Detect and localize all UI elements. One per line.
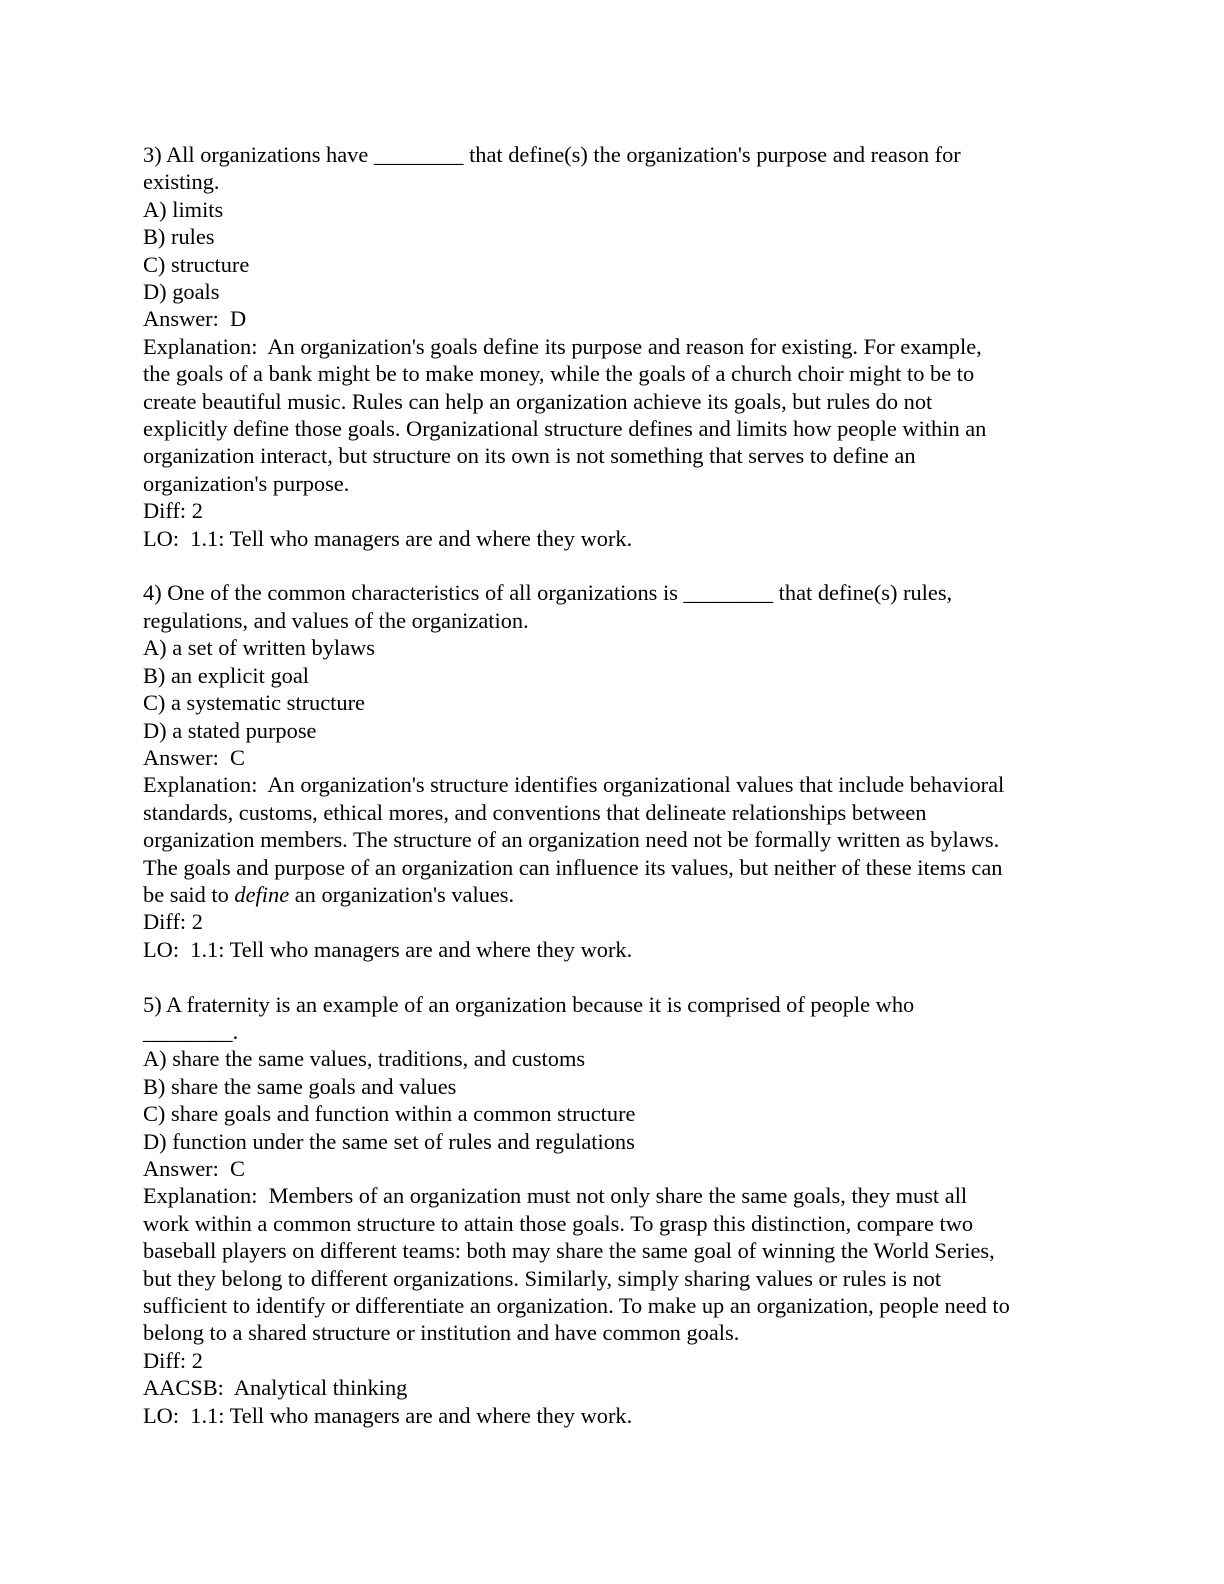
- answer-line: Answer: D: [143, 306, 247, 332]
- question-stem-line: existing.: [143, 169, 220, 195]
- option-b: B) rules: [143, 224, 215, 250]
- question-stem-line: ________.: [143, 1018, 239, 1044]
- option-b: B) share the same goals and values: [143, 1073, 457, 1099]
- question-4: [143, 579, 1104, 963]
- question-stem-line: regulations, and values of the organization.: [143, 607, 529, 633]
- explanation-line: create beautiful music. Rules can help an organization achieve its goals, but rules do not: [143, 388, 933, 414]
- explanation-line: Explanation: An organization's goals define its purpose and reason for existing. For example,: [143, 333, 982, 359]
- explanation-line: [143, 881, 1104, 908]
- explanation-line: work within a common structure to attain those goals. To grasp this distinction, compare two: [143, 1210, 974, 1236]
- explanation-line: baseball players on different teams: both may share the same goal of winning the World Series,: [143, 1238, 995, 1264]
- diff-line: Diff: 2: [143, 498, 203, 524]
- option-c: C) a systematic structure: [143, 690, 365, 716]
- option-d: D) a stated purpose: [143, 717, 317, 743]
- option-c: C) structure: [143, 251, 250, 277]
- explanation-text: an organization's values.: [289, 881, 515, 907]
- explanation-line: the goals of a bank might be to make money, while the goals of a church choir might to be to: [143, 361, 975, 387]
- aacsb-line: AACSB: Analytical thinking: [143, 1375, 408, 1401]
- option-a: A) share the same values, traditions, and customs: [143, 1046, 586, 1072]
- italic-term: define: [234, 881, 290, 907]
- answer-line: Answer: C: [143, 744, 245, 770]
- lo-line: LO: 1.1: Tell who managers are and where they work.: [143, 1402, 633, 1428]
- explanation-line: The goals and purpose of an organization can influence its values, but neither of these items can: [143, 854, 1003, 880]
- explanation-line: organization members. The structure of an organization need not be formally written as bylaws.: [143, 827, 1000, 853]
- answer-line: Answer: C: [143, 1156, 245, 1181]
- option-a: A) a set of written bylaws: [143, 635, 375, 661]
- lo-line: LO: 1.1: Tell who managers are and where they work.: [143, 936, 633, 962]
- question-stem-line: 3) All organizations have ________ that define(s) the organization's purpose and reason for: [143, 142, 961, 167]
- option-a: A) limits: [143, 196, 224, 222]
- question-3: [143, 141, 1104, 552]
- explanation-line: sufficient to identify or differentiate an organization. To make up an organization, people need to: [143, 1293, 1010, 1319]
- explanation-line: belong to a shared structure or institution and have common goals.: [143, 1320, 740, 1346]
- question-5: [143, 991, 1104, 1430]
- explanation-line: standards, customs, ethical mores, and conventions that delineate relationships between: [143, 799, 927, 825]
- question-stem-line: 5) A fraternity is an example of an organization because it is comprised of people who: [143, 991, 915, 1017]
- explanation-text: be said to: [143, 881, 235, 907]
- explanation-line: organization's purpose.: [143, 470, 350, 496]
- option-d: D) function under the same set of rules and regulations: [143, 1128, 635, 1154]
- option-d: D) goals: [143, 279, 220, 305]
- diff-line: Diff: 2: [143, 1347, 203, 1373]
- explanation-line: Explanation: Members of an organization must not only share the same goals, they must all: [143, 1183, 968, 1209]
- explanation-line: Explanation: An organization's structure identifies organizational values that include behavioral: [143, 772, 1005, 798]
- option-c: C) share goals and function within a common structure: [143, 1101, 636, 1127]
- explanation-line: explicitly define those goals. Organizational structure defines and limits how people within an: [143, 416, 987, 442]
- lo-line: LO: 1.1: Tell who managers are and where they work.: [143, 525, 633, 551]
- diff-line: Diff: 2: [143, 909, 203, 935]
- explanation-line: but they belong to different organizations. Similarly, simply sharing values or rules is not: [143, 1265, 942, 1291]
- option-b: B) an explicit goal: [143, 662, 310, 688]
- question-stem-line: 4) One of the common characteristics of all organizations is ________ that define(s) rules,: [143, 580, 953, 606]
- explanation-line: organization interact, but structure on its own is not something that serves to define an: [143, 443, 916, 469]
